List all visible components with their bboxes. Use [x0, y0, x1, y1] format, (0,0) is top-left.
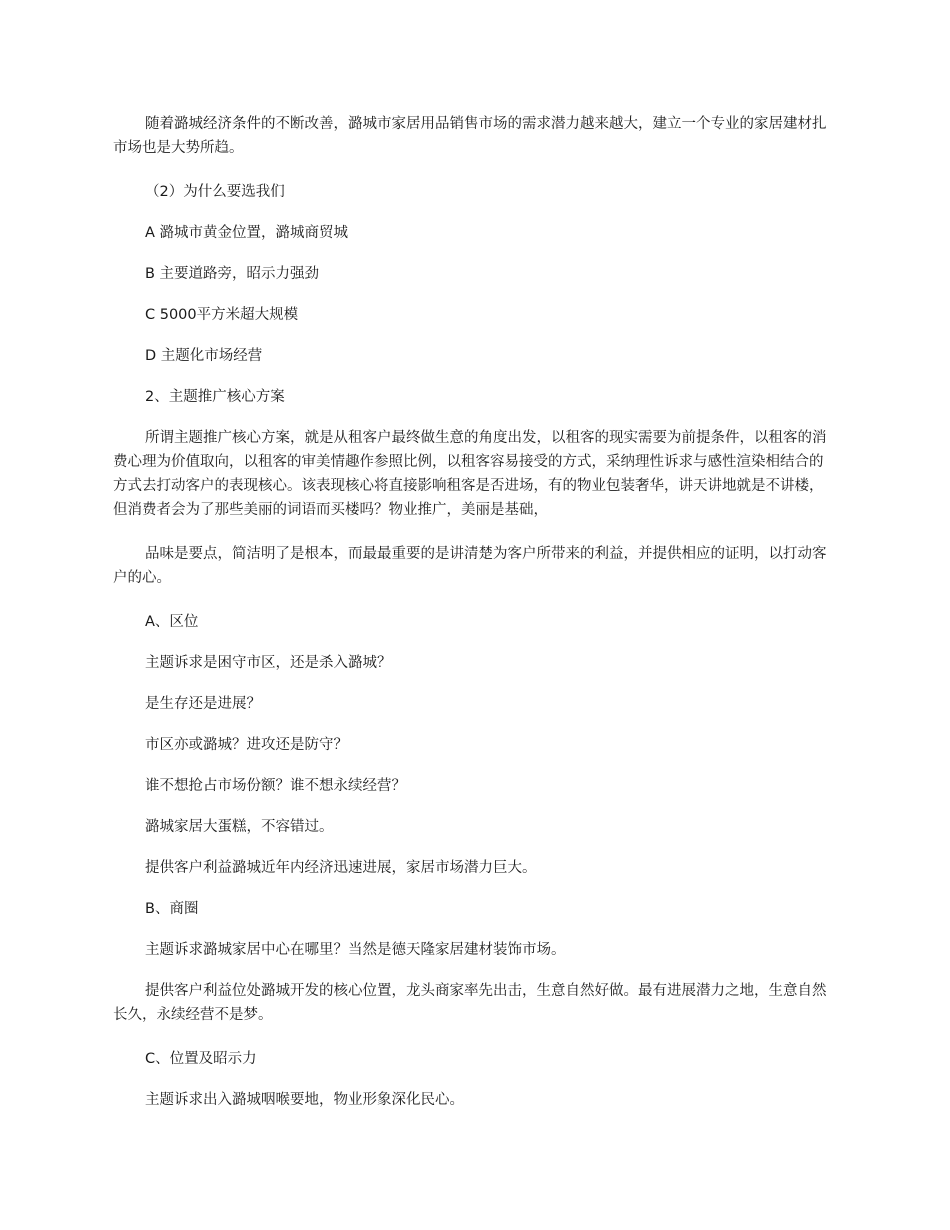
paragraph-taste: 品味是要点，简洁明了是根本，而最最重要的是讲清楚为客户所带来的利益，并提供相应的证明，以打动客户的心。	[113, 546, 827, 586]
paragraph-intro: 随着潞城经济条件的不断改善，潞城市家居用品销售市场的需求潜力越来越大，建立一个专业的家居建材扎市场也是大势所趋。	[113, 116, 827, 156]
heading-location: A、区位	[145, 614, 199, 630]
paragraph-survive: 是生存还是进展？	[145, 696, 261, 712]
paragraph-attack-defend: 市区亦或潞城？进攻还是防守？	[145, 737, 348, 753]
list-item-a: A 潞城市黄金位置，潞城商贸城	[145, 225, 349, 241]
heading-why-choose-us: （2）为什么要选我们	[145, 184, 285, 200]
paragraph-theme-3: 主题诉求出入潞城咽喉要地，物业形象深化民心。	[145, 1092, 464, 1108]
document-body	[113, 112, 833, 1129]
heading-position: C、位置及昭示力	[145, 1051, 257, 1067]
paragraph-benefit-1: 提供客户利益潞城近年内经济迅速进展，家居市场潜力巨大。	[145, 860, 537, 876]
paragraph-cake: 潞城家居大蛋糕，不容错过。	[145, 819, 334, 835]
paragraph-theme-2: 主题诉求潞城家居中心在哪里？当然是德天隆家居建材装饰市场。	[145, 942, 566, 958]
paragraph-benefit-2: 提供客户利益位处潞城开发的核心位置，龙头商家率先出击，生意自然好做。最有进展潜力之地，生意自然长久，永续经营不是梦。	[113, 983, 827, 1023]
paragraph-theme-1: 主题诉求是困守市区，还是杀入潞城？	[145, 655, 392, 671]
heading-core-plan: 2、主题推广核心方案	[145, 389, 285, 405]
list-item-b: B 主要道路旁，昭示力强劲	[145, 266, 320, 282]
heading-business-circle: B、商圈	[145, 901, 199, 917]
list-item-d: D 主题化市场经营	[145, 348, 263, 364]
paragraph-market-share: 谁不想抢占市场份额？谁不想永续经营？	[145, 778, 406, 794]
list-item-c: C 5000平方米超大规模	[145, 307, 299, 323]
paragraph-core-plan: 所谓主题推广核心方案，就是从租客户最终做生意的角度出发，以租客的现实需要为前提条件，以租客的消费心理为价值取向，以租客的审美情趣作参照比例，以租客容易接受的方式，采纳理性诉求与感性渲染相结合的方式去打动客户的表现核心。该表现核心将直接影响租客是否进场，有的物业包装奢华，讲天讲地就是不讲楼，但消费者会为了那些美丽的词语而买楼吗？物业推广，美丽是基础，	[113, 430, 827, 518]
